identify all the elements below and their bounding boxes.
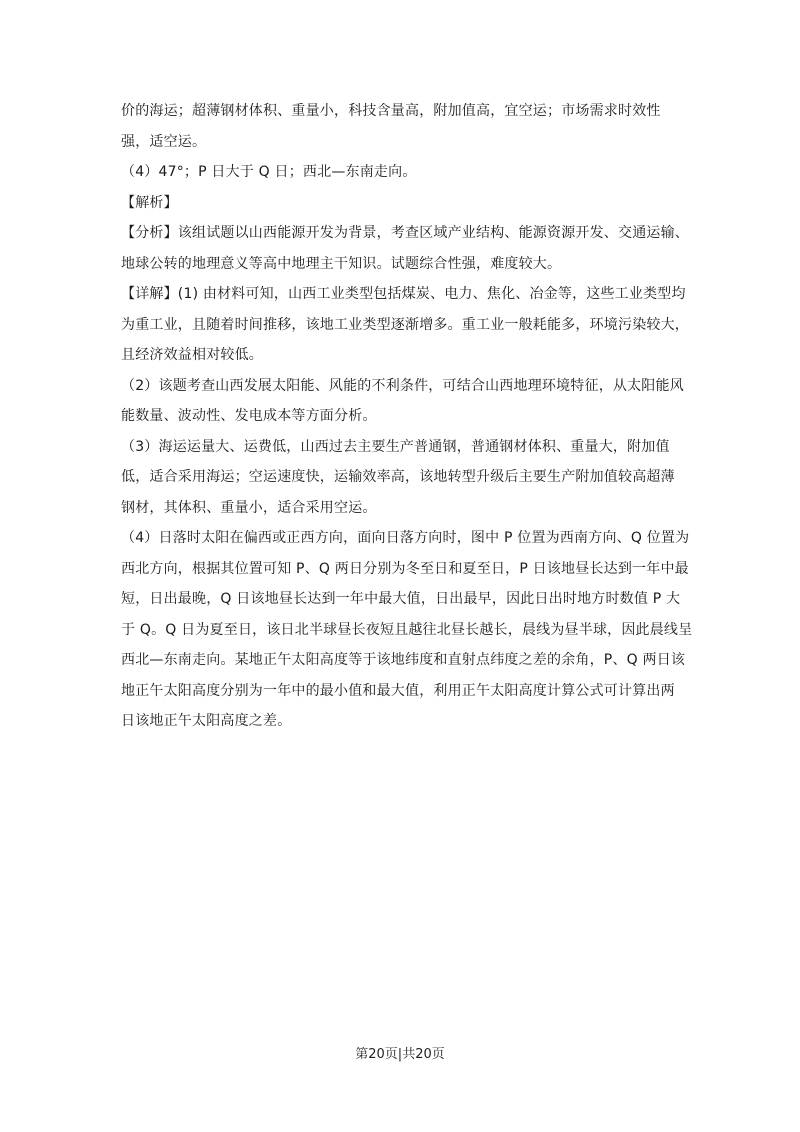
detail-line: （2）该题考查山西发展太阳能、风能的不利条件，可结合山西地理环境特征，从太阳能风 xyxy=(121,377,684,394)
detail-line: 低，适合采用海运；空运速度快，运输效率高，该地转型升级后主要生产附加值较高超薄 xyxy=(121,469,675,485)
detail-line: 钢材，其体积、重量小，适合采用空运。 xyxy=(121,499,377,516)
detail-line: （3）海运运量大、运费低，山西过去主要生产普通钢，普通钢材体积、重量大，附加值 xyxy=(121,438,670,455)
detail-line: 日该地正午太阳高度之差。 xyxy=(121,713,292,729)
detail-line: 能数量、波动性、发电成本等方面分析。 xyxy=(121,408,377,424)
detail-line: 为重工业，且随着时间推移，该地工业类型逐渐增多。重工业一般耗能多，环境污染较大， xyxy=(121,316,689,333)
text-line: 强，适空运。 xyxy=(121,133,207,150)
detail-line: 且经济效益相对较低。 xyxy=(121,347,263,363)
answer-line: （4）47°；P 日大于 Q 日；西北—东南走向。 xyxy=(121,164,417,180)
detail-line: 西北—东南走向。某地正午太阳高度等于该地纬度和直射点纬度之差的余角，P、Q 两日该 xyxy=(121,652,686,668)
detail-line: 【详解】(1) 由材料可知，山西工业类型包括煤炭、电力、焦化、冶金等，这些工业类型均 xyxy=(121,286,686,302)
document-body xyxy=(121,96,701,737)
page-footer: 第20页|共20页 xyxy=(355,1047,445,1062)
analysis-line: 地球公转的地理意义等高中地理主干知识。试题综合性强，难度较大。 xyxy=(121,255,562,272)
detail-line: 西北方向，根据其位置可知 P、Q 两日分别为冬至日和夏至日，P 日该地昼长达到一年中最 xyxy=(121,560,689,577)
text-line: 价的海运；超薄钢材体积、重量小，科技含量高，附加值高，宜空运；市场需求时效性 xyxy=(121,103,661,119)
section-heading-analysis: 【解析】 xyxy=(121,194,178,211)
detail-line: 地正午太阳高度分别为一年中的最小值和最大值，利用正午太阳高度计算公式可计算出两 xyxy=(121,682,675,699)
analysis-line: 【分析】该组试题以山西能源开发为背景，考查区域产业结构、能源资源开发、交通运输、 xyxy=(121,225,689,241)
detail-line: 于 Q。Q 日为夏至日，该日北半球昼长夜短且越往北昼长越长，晨线为昼半球，因此晨线呈 xyxy=(121,621,693,638)
detail-line: （4）日落时太阳在偏西或正西方向，面向日落方向时，图中 P 位置为西南方向、Q 位置为 xyxy=(121,530,690,546)
detail-line: 短，日出最晚，Q 日该地昼长达到一年中最大值，日出最早，因此日出时地方时数值 P 大 xyxy=(121,591,681,607)
